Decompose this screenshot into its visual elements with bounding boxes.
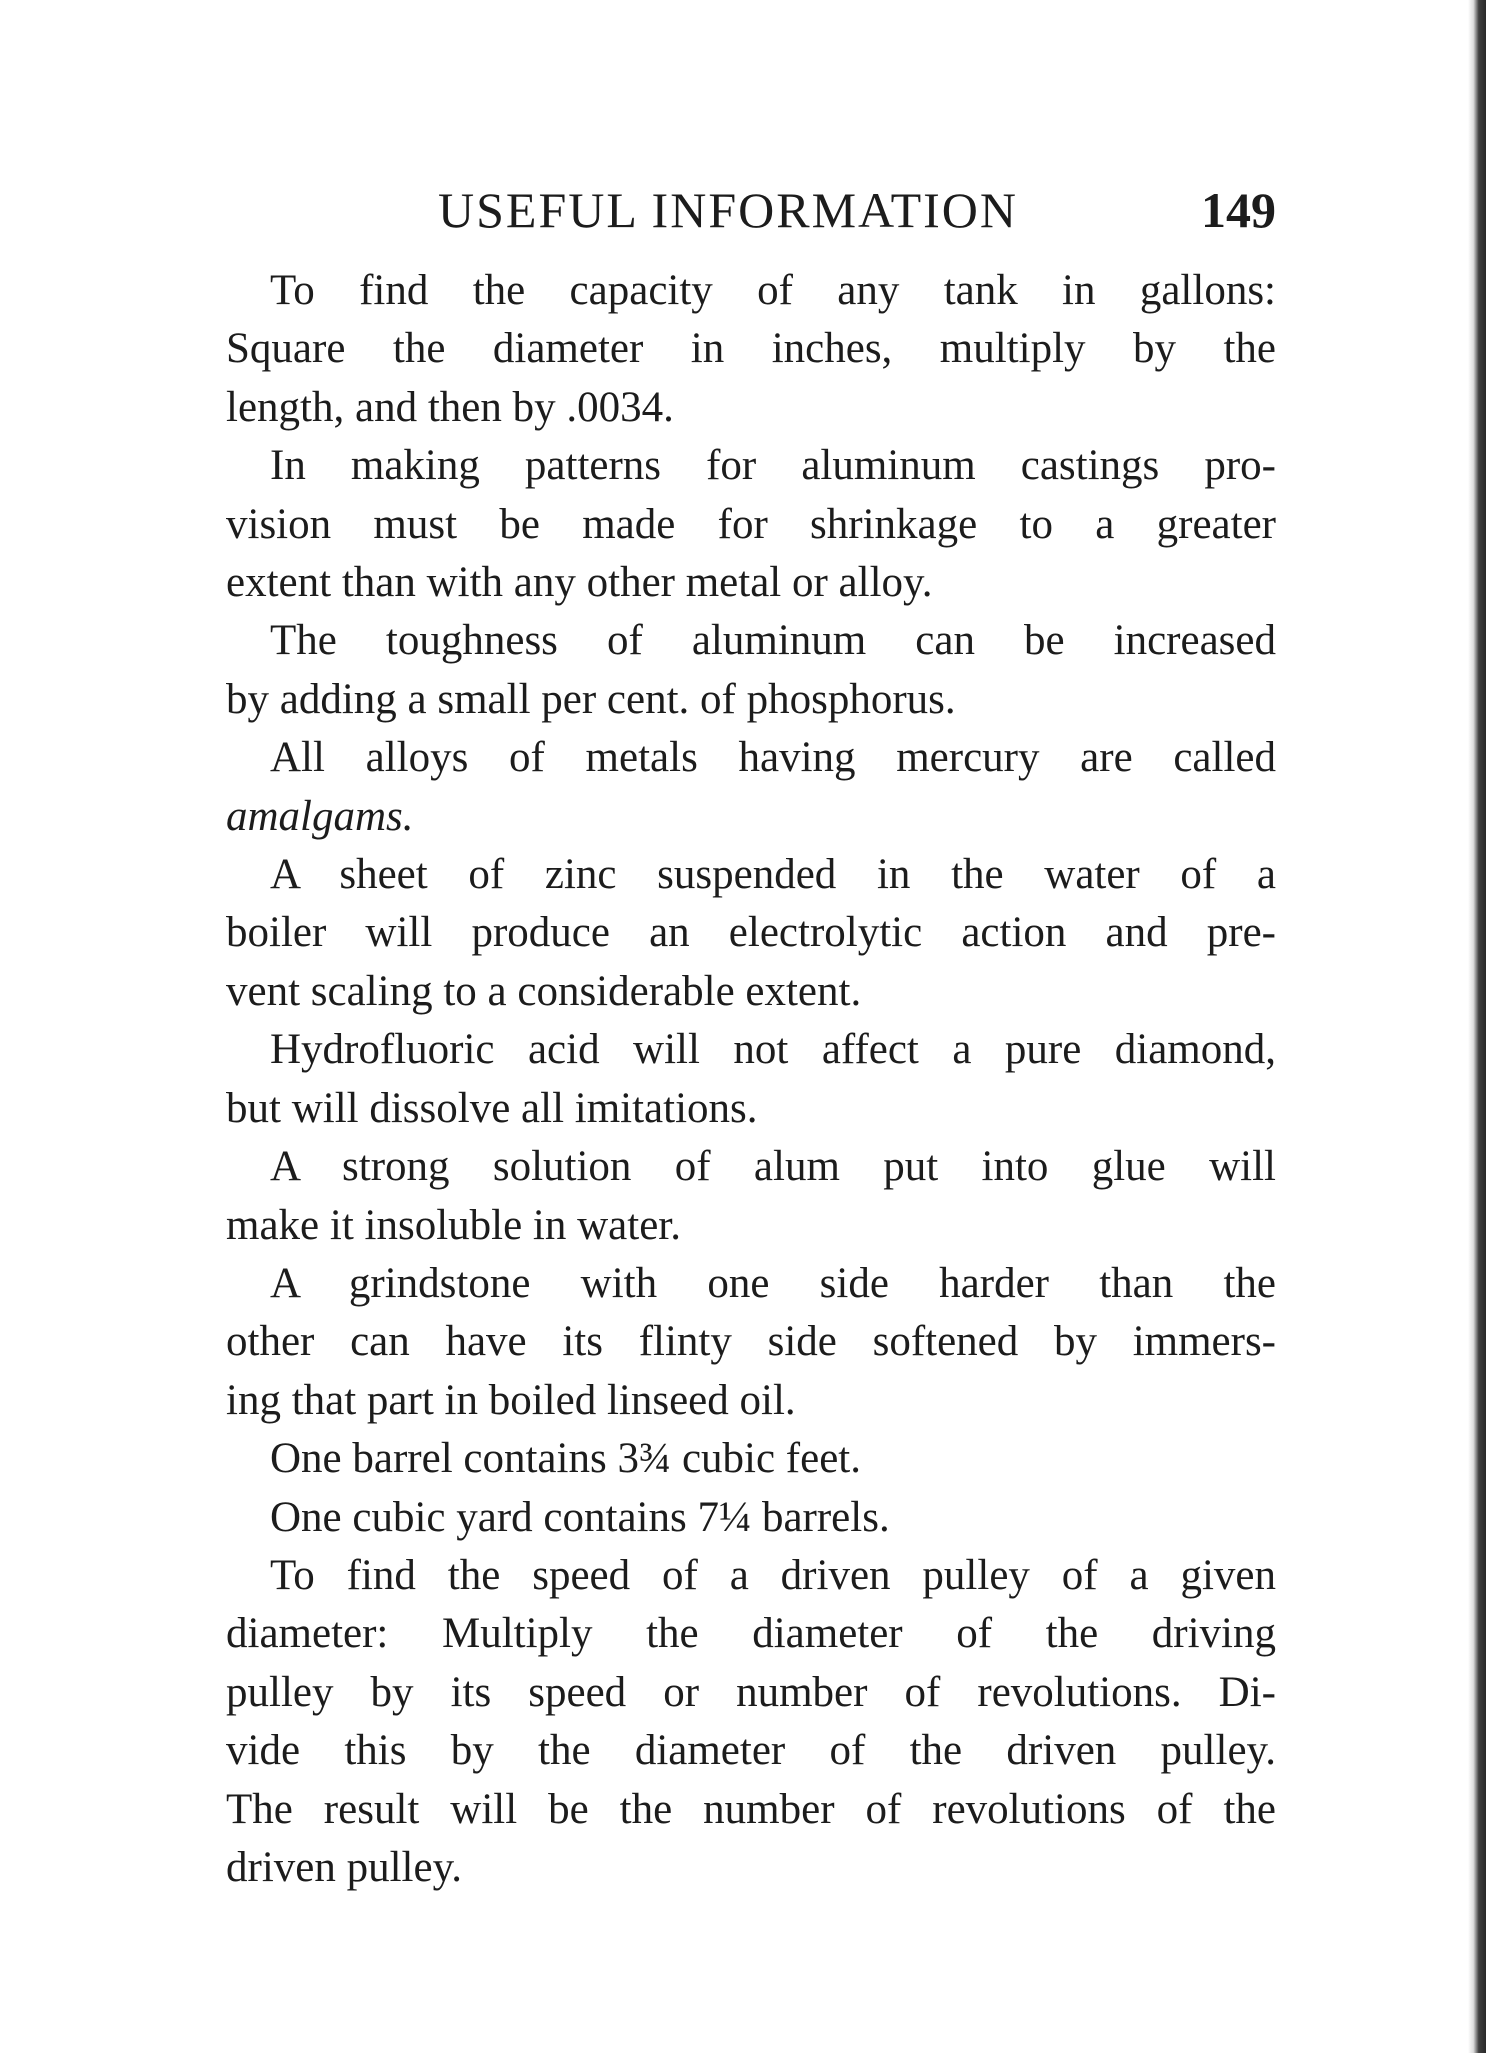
text-line: To find the speed of a driven pulley of a given [270, 1551, 1276, 1599]
paragraph-alum-glue [226, 1138, 1276, 1255]
text-line: diameter: Multiply the diameter of the driving [226, 1610, 1276, 1658]
text-line: ing that part in boiled linseed oil. [226, 1376, 796, 1424]
text-line: Hydrofluoric acid will not affect a pure diamond, [270, 1026, 1276, 1074]
text-line: The result will be the number of revolutions of the [226, 1785, 1276, 1833]
text-line: make it insoluble in water. [226, 1201, 681, 1249]
text-line: length, and then by .0034. [226, 383, 674, 431]
text-line: One cubic yard contains 7¼ barrels. [270, 1493, 890, 1541]
text-line: vide this by the diameter of the driven pulley. [226, 1727, 1276, 1775]
text-line: A strong solution of alum put into glue will [270, 1143, 1276, 1191]
text-line: The toughness of aluminum can be increased [270, 617, 1276, 665]
paragraph-aluminum-toughness [226, 612, 1276, 729]
page-binding-edge [1468, 0, 1486, 2053]
paragraph-zinc-boiler [226, 846, 1276, 1021]
text-line: vent scaling to a considerable extent. [226, 967, 862, 1015]
paragraph-pulley-speed [226, 1547, 1276, 1897]
paragraph-aluminum-patterns [226, 437, 1276, 612]
text-line: A sheet of zinc suspended in the water of a [270, 851, 1276, 899]
text-line: pulley by its speed or number of revolutions. Di- [226, 1668, 1276, 1716]
text-line: vision must be made for shrinkage to a greater [226, 500, 1276, 548]
paragraph-barrel [226, 1430, 1276, 1488]
body-text [226, 262, 1276, 1897]
running-head [226, 180, 1276, 240]
text-line [226, 788, 1276, 846]
page-number: 149 [1201, 182, 1276, 238]
paragraph-hydrofluoric-acid [226, 1021, 1276, 1138]
text-line: but will dissolve all imitations. [226, 1084, 758, 1132]
text-line: In making patterns for aluminum castings pro- [270, 442, 1276, 490]
paragraph-amalgams [226, 729, 1276, 846]
text-line: other can have its flinty side softened by immers- [226, 1318, 1276, 1366]
paragraph-tank-capacity [226, 262, 1276, 437]
text-line: A grindstone with one side harder than the [270, 1259, 1276, 1307]
italic-term: amalgams. [226, 792, 414, 840]
text-line: driven pulley. [226, 1843, 463, 1891]
running-title: USEFUL INFORMATION [438, 182, 1019, 238]
paragraph-cubic-yard [226, 1489, 1276, 1547]
text-line: Square the diameter in inches, multiply by the [226, 325, 1276, 373]
text-line: boiler will produce an electrolytic action and pre- [226, 909, 1276, 957]
text-line: by adding a small per cent. of phosphorus. [226, 675, 956, 723]
text-line: To find the capacity of any tank in gallons: [270, 267, 1276, 314]
text-line: One barrel contains 3¾ cubic feet. [270, 1435, 861, 1483]
paragraph-grindstone [226, 1255, 1276, 1430]
text-line: extent than with any other metal or alloy. [226, 559, 933, 607]
text-line: All alloys of metals having mercury are called [270, 734, 1276, 782]
